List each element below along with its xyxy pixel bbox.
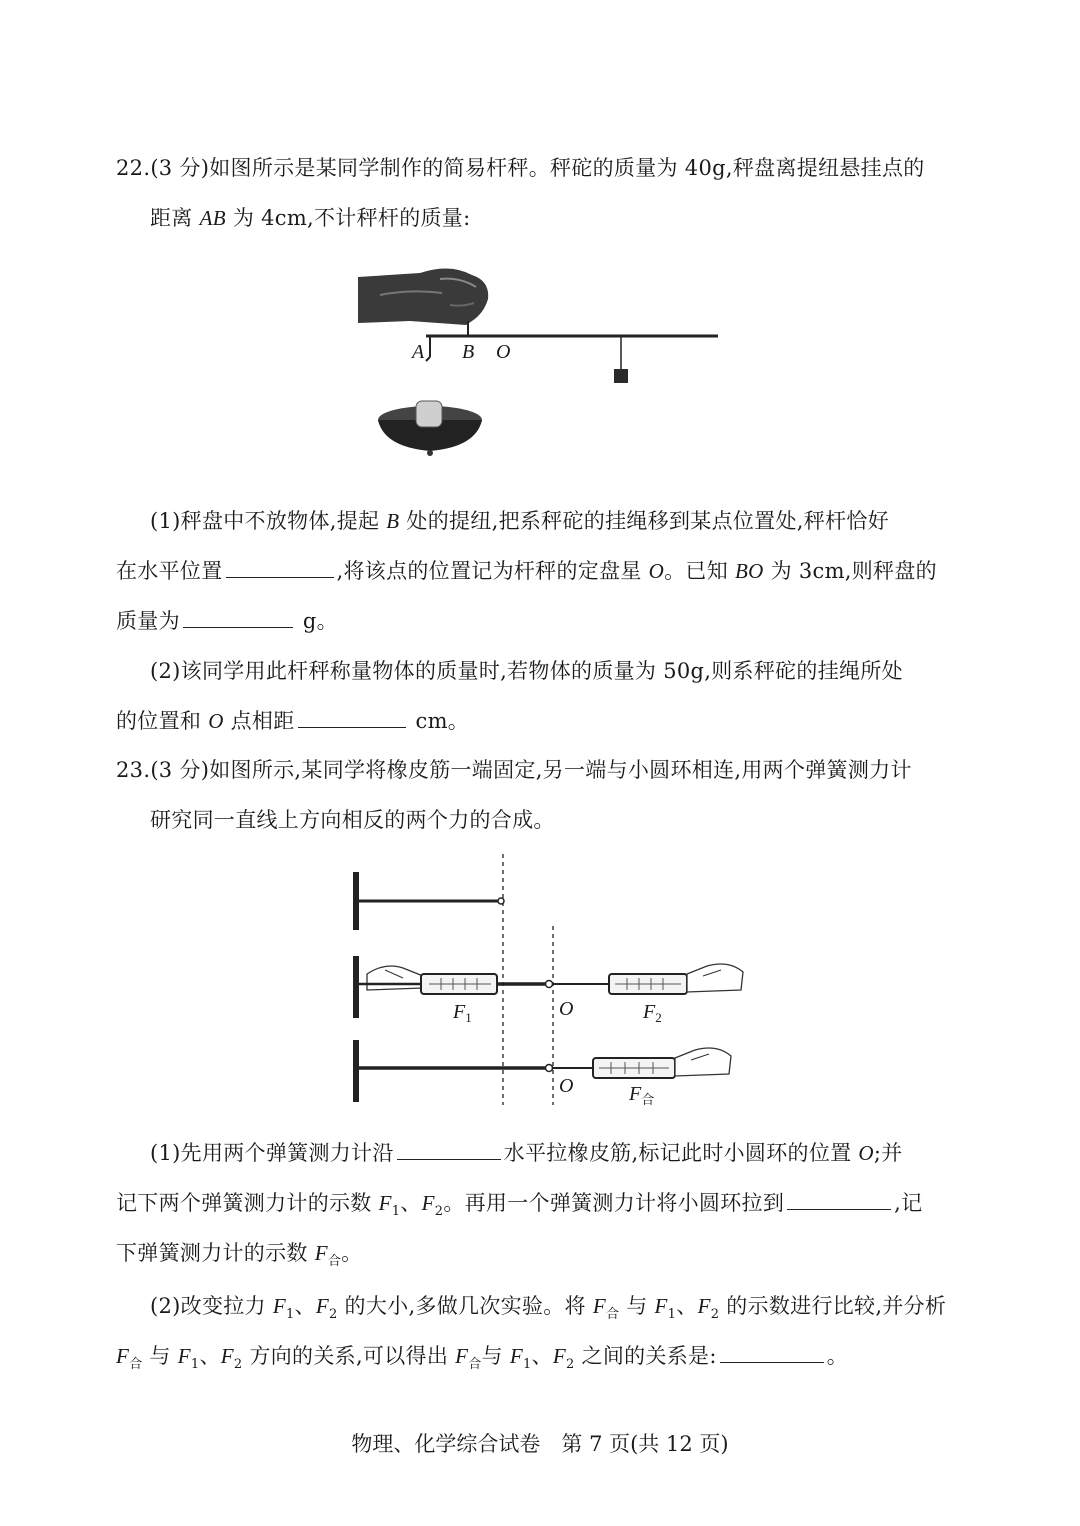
separator: 、	[400, 1191, 422, 1215]
q23-score: (3 分)	[150, 758, 210, 782]
q23-p1-text-2b: 。再用一个弹簧测力计将小圆环拉到	[443, 1191, 785, 1215]
q23-part2-line2	[116, 1340, 848, 1372]
q22-stem-text: 如图所示是某同学制作的简易杆秤。秤砣的质量为 40g,秤盘离提纽悬挂点的	[209, 156, 925, 180]
q22-number: 22.	[116, 156, 151, 180]
var-f: F	[315, 1294, 329, 1318]
var-sub: 合	[327, 1254, 342, 1270]
ring-o-2	[546, 1065, 553, 1072]
q22-stem-text-2a: 距离	[150, 206, 200, 230]
ring-o-1	[546, 981, 553, 988]
answer-blank-distance[interactable]	[298, 707, 406, 728]
q22-part1-line1	[150, 505, 889, 535]
q23-part1-line3	[116, 1237, 362, 1269]
var-f: F	[378, 1191, 392, 1215]
answer-blank-position[interactable]	[787, 1189, 891, 1210]
q23-p2-text-1d: 的示数进行比较,并分析	[719, 1294, 947, 1318]
q23-part1-line1	[150, 1137, 903, 1167]
var-b: B	[386, 509, 400, 533]
var-sub: 1	[391, 1204, 401, 1220]
answer-blank-balance[interactable]	[226, 557, 334, 578]
var-f: F	[116, 1344, 130, 1368]
q23-p2-text-2c: 与	[481, 1344, 510, 1368]
q23-stem-line1	[116, 754, 912, 784]
var-f: F	[697, 1294, 711, 1318]
q22-p2-text-2a: 的位置和	[116, 709, 209, 733]
wall-support-3	[353, 1040, 359, 1102]
q23-p1-text-3a: 下弹簧测力计的示数	[116, 1241, 315, 1265]
q23-stem-text-2: 研究同一直线上方向相反的两个力的合成。	[150, 808, 555, 832]
hand-right-row3	[675, 1048, 731, 1076]
var-f: F	[509, 1344, 523, 1368]
spring-scale-1	[421, 974, 497, 994]
var-o: O	[858, 1141, 874, 1165]
var-o: O	[208, 709, 224, 733]
q22-p1-text-1b: 处的提纽,把系秤砣的挂绳移到某点位置处,秤杆恰好	[399, 509, 889, 533]
label-f2: $F_2$	[643, 1001, 662, 1025]
q23-number: 23.	[116, 758, 151, 782]
hand-right	[687, 964, 743, 992]
q23-p2-text-2e: 。	[826, 1344, 849, 1368]
q23-p1-text-2c: ,记	[894, 1191, 923, 1215]
spring-scale-2	[609, 974, 687, 994]
var-o: O	[648, 559, 665, 583]
var-sub: 1	[190, 1357, 200, 1373]
q22-part2-line1	[150, 655, 903, 685]
q23-p1-text-1c: ;并	[873, 1141, 903, 1165]
q22-p2-text-2c: cm。	[408, 709, 470, 733]
q23-part2-line1	[150, 1290, 946, 1322]
var-sub: 1	[522, 1357, 532, 1373]
q22-p1-text-2a: 在水平位置	[116, 559, 223, 583]
var-f: F	[455, 1344, 469, 1368]
q23-p2-text-1b: 的大小,多做几次实验。将	[337, 1294, 593, 1318]
var-f: F	[220, 1344, 234, 1368]
var-sub: 1	[285, 1307, 295, 1323]
q22-part1-line3	[116, 605, 338, 635]
q23-p1-text-1a: (1)先用两个弹簧测力计沿	[150, 1141, 394, 1165]
wall-support-1	[353, 872, 359, 930]
var-f: F	[272, 1294, 286, 1318]
hand-image	[358, 268, 488, 325]
answer-blank-direction[interactable]	[397, 1139, 501, 1160]
q23-p1-text-1b: 水平拉橡皮筋,标记此时小圆环的位置	[503, 1141, 859, 1165]
q23-p2-text-2b: 方向的关系,可以得出	[242, 1344, 456, 1368]
counterweight	[614, 336, 628, 383]
scale-pan	[378, 401, 482, 456]
label-a: A	[412, 341, 425, 363]
q23-p2-text-2d: 之间的关系是:	[574, 1344, 717, 1368]
q22-part1-line2	[116, 555, 937, 585]
label-f1: $F_1$	[453, 1001, 472, 1025]
q23-p1-text-3b: 。	[341, 1241, 363, 1265]
answer-blank-pan-mass[interactable]	[183, 607, 293, 628]
q22-score: (3 分)	[150, 156, 210, 180]
q22-part2-line2	[116, 705, 469, 735]
q23-p1-text-2a: 记下两个弹簧测力计的示数	[116, 1191, 379, 1215]
q22-stem-line1	[116, 152, 925, 182]
spring-scale-3	[593, 1058, 675, 1078]
var-f: F	[421, 1191, 435, 1215]
q23-stem-text: 如图所示,某同学将橡皮筋一端固定,另一端与小圆环相连,用两个弹簧测力计	[209, 758, 912, 782]
q22-p1-text-3b: g。	[295, 609, 338, 633]
q22-p2-text-2b: 点相距	[223, 709, 295, 733]
q22-p1-text-2b: ,将该点的位置记为杆秤的定盘星	[336, 559, 649, 583]
label-o-row3: O	[559, 1075, 574, 1097]
q23-stem-line2	[150, 804, 555, 834]
q22-figure-steelyard	[350, 255, 730, 465]
separator: 、	[531, 1344, 553, 1368]
wall-support-2	[353, 956, 359, 1018]
var-f: F	[654, 1294, 668, 1318]
hand-left	[367, 966, 423, 990]
answer-blank-relationship[interactable]	[720, 1342, 824, 1363]
var-f: F	[314, 1241, 328, 1265]
q23-p2-text-1a: (2)改变拉力	[150, 1294, 273, 1318]
q23-part1-line2	[116, 1187, 922, 1219]
q23-p2-text-2a: 与	[142, 1344, 178, 1368]
var-bo: BO	[735, 559, 764, 583]
var-sub: 2	[710, 1307, 720, 1323]
var-sub: 2	[566, 1357, 575, 1373]
q23-figure-force-composition	[345, 850, 755, 1110]
page-footer: 物理、化学综合试卷 第 7 页(共 12 页)	[351, 1432, 729, 1456]
q22-p1-text-1a: (1)秤盘中不放物体,提起	[150, 509, 387, 533]
var-ab: AB	[199, 206, 226, 230]
var-f: F	[177, 1344, 191, 1368]
var-sub: 2	[329, 1307, 338, 1323]
q22-p1-text-2d: 为 3cm,则秤盘的	[763, 559, 937, 583]
var-sub: 2	[233, 1357, 243, 1373]
separator: 、	[676, 1294, 698, 1318]
q22-p1-text-3a: 质量为	[116, 609, 180, 633]
q23-p2-text-1c: 与	[619, 1294, 655, 1318]
label-f-he: $F_合$	[629, 1083, 655, 1107]
q22-p1-text-2c: 。已知	[664, 559, 735, 583]
separator: 、	[294, 1294, 316, 1318]
label-b: B	[462, 341, 475, 363]
label-o: O	[496, 341, 511, 363]
label-o-row2: O	[559, 998, 574, 1020]
var-f: F	[552, 1344, 566, 1368]
q22-p2-text-1: (2)该同学用此杆秤称量物体的质量时,若物体的质量为 50g,则系秤砣的挂绳所处	[150, 659, 903, 683]
separator: 、	[199, 1344, 221, 1368]
var-f: F	[592, 1294, 606, 1318]
q22-stem-line2	[150, 202, 470, 232]
var-sub: 2	[434, 1204, 444, 1220]
q22-stem-text-2b: 为 4cm,不计秤杆的质量:	[225, 206, 471, 230]
var-sub: 合	[468, 1357, 482, 1373]
var-sub: 合	[129, 1357, 143, 1373]
var-sub: 合	[605, 1307, 620, 1323]
var-sub: 1	[667, 1307, 677, 1323]
